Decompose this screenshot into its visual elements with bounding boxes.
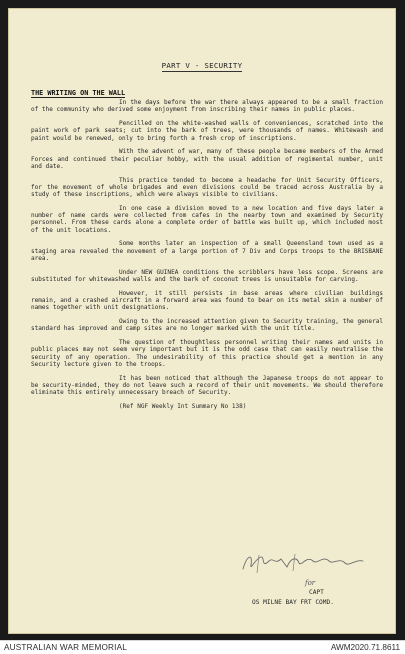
paragraph: It has been noticed that although the Japanese troops do not appear to be security-minded, they do not leave such a record of their unit movements. We should therefore eliminate this entirely unnecessary breach of Security. — [31, 374, 383, 397]
signatory-unit: OS MILNE BAY FRT COMD. — [252, 599, 334, 606]
handwritten-signature — [239, 549, 379, 577]
archive-footer — [0, 640, 405, 654]
paragraph: This practice tended to become a headache for Unit Security Officers, for the movement of whole brigades and even divisions could be traced across Australia by a study of these inscriptions, which were always visible to civilians. — [31, 176, 383, 199]
part-title: PART V - SECURITY — [161, 61, 243, 70]
footer-accession-number: AWM2020.71.8611 — [330, 643, 400, 652]
signature-for-label: for — [305, 579, 316, 587]
paragraph: In one case a division moved to a new location and five days later a number of name cards were collected from cafes in the nearby town and examined by Security personnel. From these cards alone a complete order of battle was built up, which included most of the unit locations. — [31, 204, 383, 234]
signatory-rank: CAPT — [309, 589, 324, 596]
document-body — [31, 99, 383, 410]
paragraph: Under NEW GUINEA conditions the scribblers have less scope. Screens are substituted for whitewashed walls and the bark of coconut trees is unsuitable for carving. — [31, 268, 383, 283]
paragraph: Pencilled on the white-washed walls of conveniences, scratched into the paint work of park seats; cut into the bark of trees, were thousands of names. Whitewash and paint would be renewed, only to bring forth a fresh crop of inscriptions. — [31, 119, 383, 142]
paragraph: With the advent of war, many of these people became members of the Armed Forces and continued their peculiar hobby, with the usual addition of regimental number, unit and date. — [31, 148, 383, 170]
paragraph: Some months later an inspection of a small Queensland town used as a staging area revealed the movement of a large portion of 7 Div and Corps troops to the BRISBANE area. — [31, 240, 383, 262]
source-reference: (Ref NGF Weekly Int Summary No 138) — [119, 402, 247, 410]
paragraph: The question of thoughtless personnel writing their names and units in public places may not seem very important but it is the odd case that can easily neutralise the security of any operation. The undesirability of this practice should get a mention in any Security lecture given to the troops. — [31, 338, 383, 368]
footer-institution: AUSTRALIAN WAR MEMORIAL — [4, 643, 128, 652]
paragraph: In the days before the war there always appeared to be a small fraction of the community who derived some enjoyment from inscribing their names in public places. — [31, 99, 383, 114]
paragraph: Owing to the increased attention given to Security training, the general standard has improved and camp sites are no longer marked with the unit title. — [31, 317, 383, 333]
paragraph: However, it still persists in base areas where civilian buildings remain, and a crashed aircraft in a forward area was found to bear on its metal skin a number of names together with unit designations. — [31, 289, 383, 312]
section-heading: THE WRITING ON THE WALL — [31, 89, 126, 97]
document-page — [8, 8, 396, 634]
